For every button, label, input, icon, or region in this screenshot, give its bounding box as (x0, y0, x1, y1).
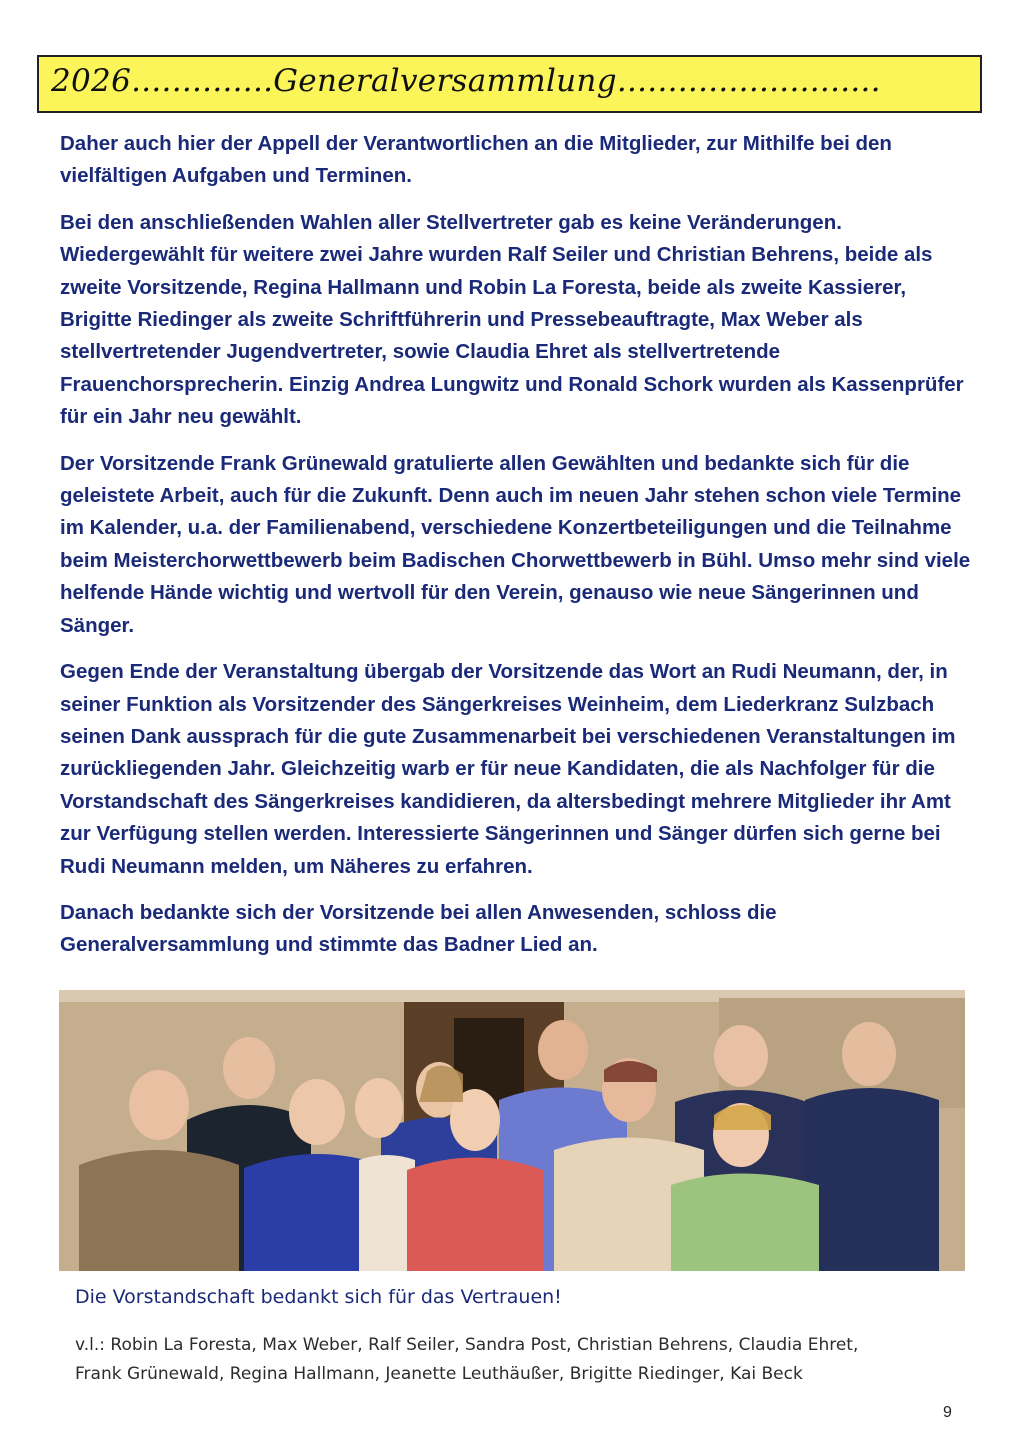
article-paragraph: Daher auch hier der Appell der Verantwortlichen an die Mitglieder, zur Mithilfe bei den vielfältigen Aufgaben und Terminen. (60, 132, 892, 188)
photo-names-line: Frank Grünewald, Regina Hallmann, Jeanette Leuthäußer, Brigitte Riedinger, Kai Beck (75, 1364, 803, 1384)
article-paragraph: Der Vorsitzende Frank Grünewald gratulierte allen Gewählten und bedankte sich für die geleistete Arbeit, auch für die Zukunft. Denn auch im neuen Jahr stehen schon viele Termine im Kalender, u.a. der Familienabend, verschiedene Konzertbeteiligungen und die Teilnahme beim Meisterchorwettbewerb beim Badischen Chorwettbewerb in Bühl. Umso mehr sind viele helfende Hände wichtig und wertvoll für den Verein, genauso wie neue Sängerinnen und Sänger. (60, 451, 971, 637)
group-photo (59, 990, 965, 1271)
page-number: 9 (943, 1404, 952, 1421)
article-body (60, 128, 980, 976)
article-paragraph: Danach bedankte sich der Vorsitzende bei allen Anwesenden, schloss die Generalversammlung und stimmte das Badner Lied an. (60, 900, 777, 957)
photo-names (75, 1331, 975, 1389)
photo-caption: Die Vorstandschaft bedankt sich für das Vertrauen! (75, 1286, 562, 1308)
photo-names-line: v.l.: Robin La Foresta, Max Weber, Ralf Seiler, Sandra Post, Christian Behrens, Claudia Ehret, (75, 1335, 859, 1355)
article-paragraph: Gegen Ende der Veranstaltung übergab der Vorsitzende das Wort an Rudi Neumann, der, in seiner Funktion als Vorsitzender des Sängerkreises Weinheim, dem Liederkranz Sulzbach seinen Dank aussprach für die gute Zusammenarbeit bei verschiedenen Veranstaltungen im zurückliegenden Jahr. Gleichzeitig warb er für neue Kandidaten, die als Nachfolger für die Vorstandschaft des Sängerkreises kandidieren, da altersbedingt mehrere Mitglieder ihr Amt zur Verfügung stellen werden. Interessierte Sängerinnen und Sänger dürfen sich gerne bei Rudi Neumann melden, um Näheres zu erfahren. (60, 660, 956, 878)
section-title: 2026..............Generalversammlung.......................... (51, 63, 881, 99)
section-title-banner (37, 55, 982, 113)
article-paragraph: Bei den anschließenden Wahlen aller Stellvertreter gab es keine Veränderungen. Wiedergewählt für weitere zwei Jahre wurden Ralf Seiler und Christian Behrens, beide als zweite Vorsitzende, Regina Hallmann und Robin La Foresta, beide als zweite Kassierer, Brigitte Riedinger als zweite Schriftführerin und Pressebeauftragte, Max Weber als stellvertretender Jugendvertreter, sowie Claudia Ehret als stellvertretende Frauenchorsprecherin. Einzig Andrea Lungwitz und Ronald Schork wurden als Kassenprüfer für ein Jahr neu gewählt. (60, 210, 964, 429)
group-photo-illustration (59, 990, 965, 1271)
